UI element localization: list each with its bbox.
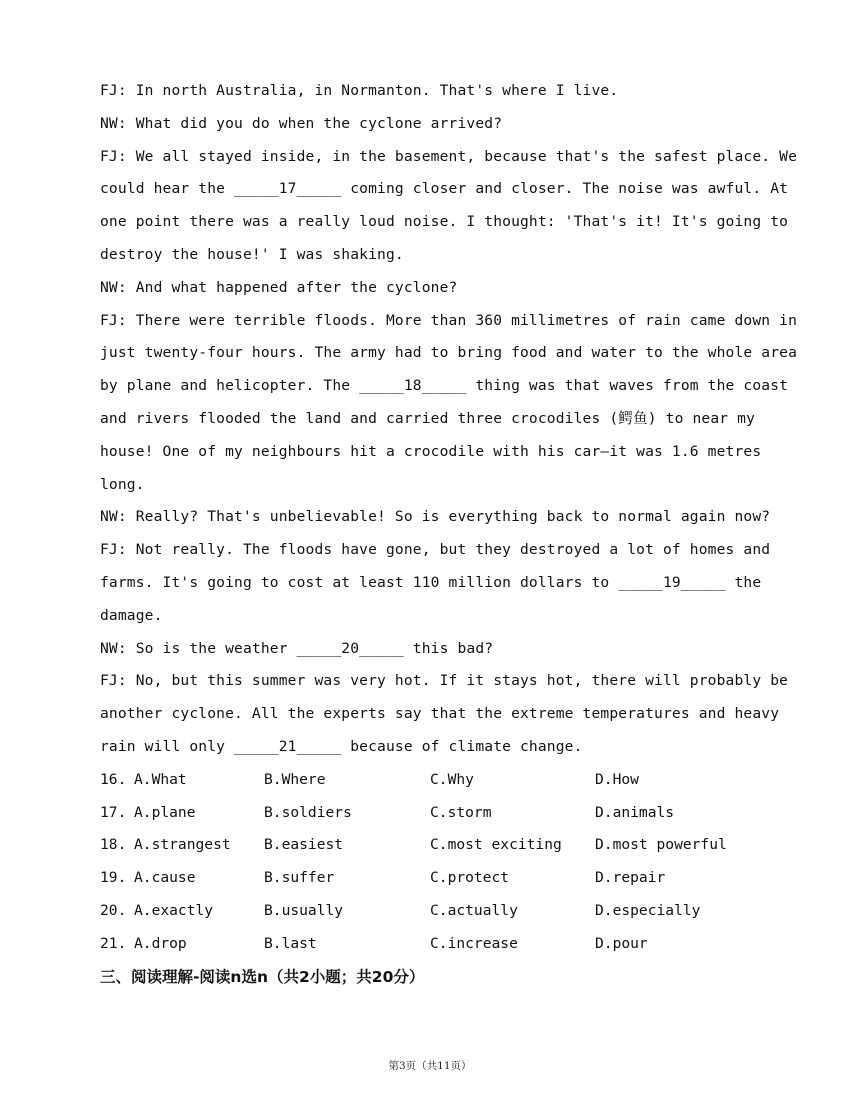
option-d: D.most powerful xyxy=(595,836,727,854)
passage-line: NW: So is the weather _____20_____ this bad? xyxy=(100,639,494,657)
option-d: D.repair xyxy=(595,869,666,887)
option-c: C.actually xyxy=(430,901,518,919)
question-options-row xyxy=(100,865,765,898)
question-options-row xyxy=(100,931,765,964)
question-options-row xyxy=(100,767,765,800)
passage-line: another cyclone. All the experts say that the extreme temperatures and heavy xyxy=(100,705,780,723)
passage-line: destroy the house!' I was shaking. xyxy=(100,245,404,263)
option-a: A.cause xyxy=(134,869,196,887)
question-number: 17. xyxy=(100,803,127,821)
passage-line: long. xyxy=(100,475,145,493)
option-b: B.suffer xyxy=(264,869,335,887)
answer-options xyxy=(100,767,765,964)
passage-line: FJ: We all stayed inside, in the basement, because that's the safest place. We xyxy=(100,147,798,165)
passage-line: FJ: In north Australia, in Normanton. That's where I live. xyxy=(100,82,619,99)
dialogue-passage xyxy=(100,78,798,767)
option-c: C.increase xyxy=(430,934,518,952)
passage-line: could hear the _____17_____ coming closer and closer. The noise was awful. At xyxy=(100,180,789,198)
question-number: 20. xyxy=(100,901,127,919)
passage-line: just twenty-four hours. The army had to bring food and water to the whole area xyxy=(100,344,798,362)
question-options-row xyxy=(100,800,765,833)
section-title: 三、阅读理解-阅读n选n（共2小题；共20分） xyxy=(100,967,425,986)
passage-line: and rivers flooded the land and carried three crocodiles (鳄鱼) to near my xyxy=(100,409,756,427)
page-footer: 第3页（共11页） xyxy=(388,1060,472,1072)
question-number: 19. xyxy=(100,869,127,887)
passage-line: one point there was a really loud noise. I thought: 'That's it! It's going to xyxy=(100,213,789,231)
passage-line: FJ: There were terrible floods. More than 360 millimetres of rain came down in xyxy=(100,311,798,329)
passage-line: NW: What did you do when the cyclone arrived? xyxy=(100,114,503,132)
page-content xyxy=(100,78,798,996)
passage-line: FJ: No, but this summer was very hot. If it stays hot, there will probably be xyxy=(100,672,789,690)
option-b: B.easiest xyxy=(264,836,344,854)
question-options-row xyxy=(100,832,765,865)
passage-line: rain will only _____21_____ because of climate change. xyxy=(100,737,583,755)
option-d: D.animals xyxy=(595,803,675,821)
passage-line: by plane and helicopter. The _____18_____ thing was that waves from the coast xyxy=(100,377,789,395)
passage-line: NW: Really? That's unbelievable! So is everything back to normal again now? xyxy=(100,508,771,526)
passage-line: damage. xyxy=(100,606,163,624)
passage-line: FJ: Not really. The floods have gone, but they destroyed a lot of homes and xyxy=(100,541,771,559)
option-a: A.exactly xyxy=(134,901,214,919)
option-b: B.last xyxy=(264,934,317,952)
question-number: 18. xyxy=(100,836,127,854)
option-d: D.especially xyxy=(595,901,701,919)
option-a: A.What xyxy=(134,770,187,788)
option-a: A.plane xyxy=(134,803,196,821)
option-b: B.usually xyxy=(264,901,344,919)
option-c: C.most exciting xyxy=(430,836,562,854)
option-d: D.pour xyxy=(595,934,648,952)
option-c: C.storm xyxy=(430,803,492,821)
option-d: D.How xyxy=(595,770,639,788)
option-a: A.drop xyxy=(134,934,187,952)
passage-line: NW: And what happened after the cyclone? xyxy=(100,278,458,296)
option-b: B.soldiers xyxy=(264,803,352,821)
option-c: C.protect xyxy=(430,869,510,887)
passage-line: house! One of my neighbours hit a crocodile with his car—it was 1.6 metres xyxy=(100,442,762,460)
question-options-row xyxy=(100,898,765,931)
passage-line: farms. It's going to cost at least 110 million dollars to _____19_____ the xyxy=(100,573,762,591)
option-a: A.strangest xyxy=(134,836,231,854)
option-b: B.Where xyxy=(264,770,326,788)
question-number: 21. xyxy=(100,934,127,952)
option-c: C.Why xyxy=(430,770,474,788)
question-number: 16. xyxy=(100,770,127,788)
